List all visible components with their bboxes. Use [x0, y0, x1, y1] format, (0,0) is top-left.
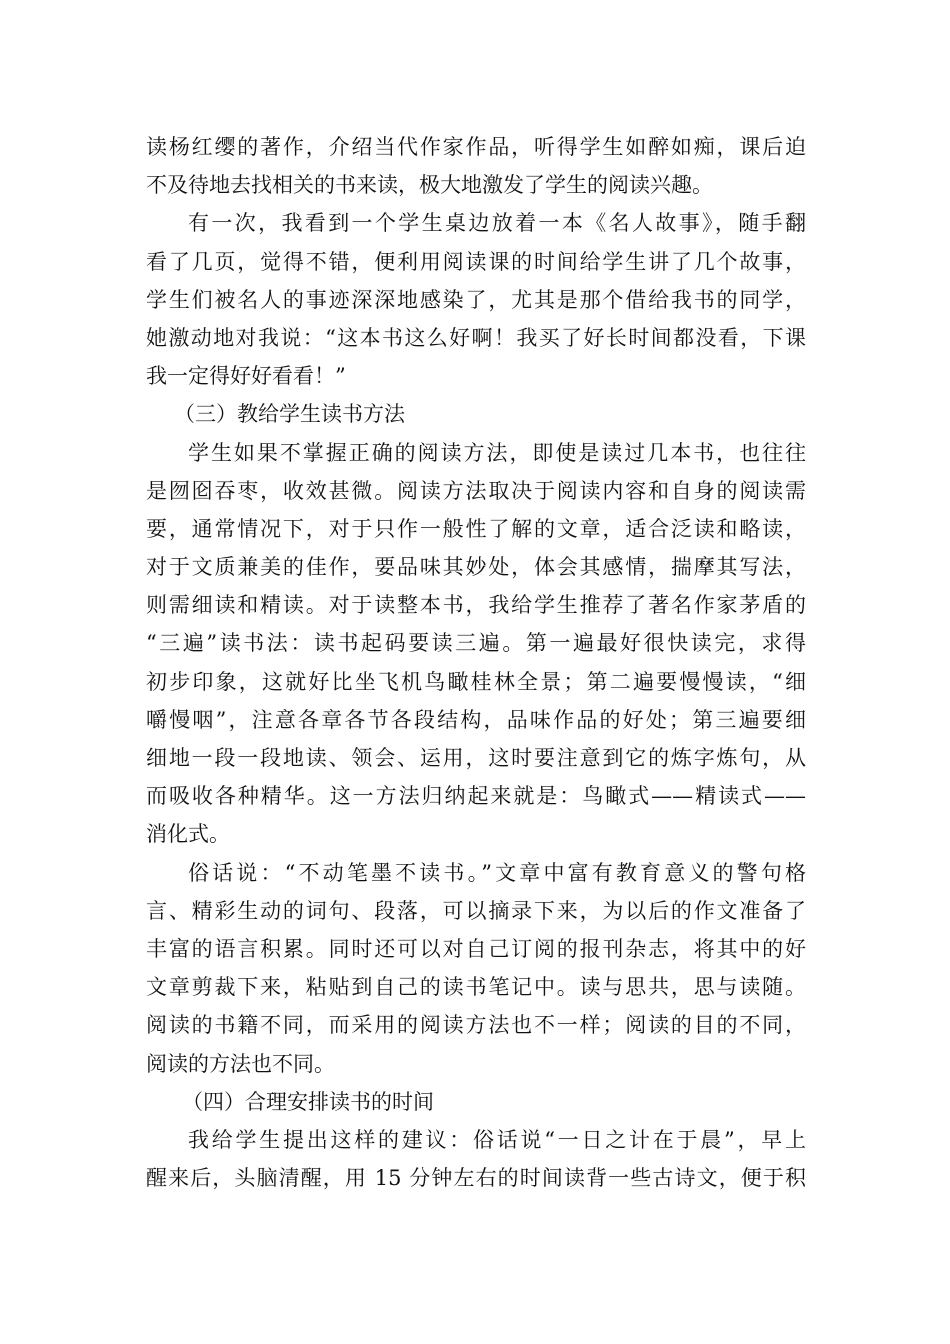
text-line: 而吸收各种精华。这一方法归纳起来就是：鸟瞰式——精读式—— [146, 784, 806, 809]
paragraph-start-line: 学生如果不掌握正确的阅读方法，即使是读过几本书，也往往 [188, 440, 806, 465]
text-line: 学生们被名人的事迹深深地感染了，尤其是那个借给我书的同学， [146, 287, 806, 312]
text-line: 对于文质兼美的佳作，要品味其妙处，体会其感情，揣摩其写法， [146, 555, 806, 580]
text-line: 阅读的方法也不同。 [146, 1051, 335, 1076]
section-heading: （四）合理安排读书的时间 [182, 1089, 434, 1114]
text-line: 读杨红缨的著作，介绍当代作家作品，听得学生如醉如痴，课后迫 [146, 135, 806, 159]
text-line: 我一定得好好看看！” [146, 364, 346, 389]
text-line: 嚼慢咽”，注意各章各节各段结构，品味作品的好处；第三遍要细 [146, 707, 806, 732]
text-line: 她激动地对我说：“这本书这么好啊！我买了好长时间都没看，下课 [146, 325, 806, 350]
text-line: 细地一段一段地读、领会、运用，这时要注意到它的炼字炼句，从 [146, 746, 806, 770]
text-line: 要，通常情况下，对于只作一般性了解的文章，适合泛读和略读， [146, 516, 806, 541]
paragraph-start-line: 有一次，我看到一个学生桌边放着一本《名人故事》，随手翻 [188, 211, 806, 236]
text-line: 醒来后，头脑清醒，用 15 分钟左右的时间读背一些古诗文，便于积 [146, 1166, 806, 1191]
text-line: “三遍”读书法：读书起码要读三遍。第一遍最好很快读完，求得 [146, 631, 806, 656]
section-heading: （三）教给学生读书方法 [174, 402, 405, 427]
text-line: 不及待地去找相关的书来读，极大地激发了学生的阅读兴趣。 [146, 173, 713, 198]
text-line: 丰富的语言积累。同时还可以对自己订阅的报刊杂志，将其中的好 [146, 936, 806, 961]
paragraph-start-line: 我给学生提出这样的建议：俗话说“一日之计在于晨”，早上 [188, 1127, 806, 1152]
text-line: 则需细读和精读。对于读整本书，我给学生推荐了著名作家茅盾的 [146, 593, 806, 618]
text-line: 初步印象，这就好比坐飞机鸟瞰桂林全景；第二遍要慢慢读，“细 [146, 669, 806, 694]
text-line: 阅读的书籍不同，而采用的阅读方法也不一样；阅读的目的不同， [146, 1013, 806, 1038]
paragraph-start-line: 俗话说：“不动笔墨不读书。”文章中富有教育意义的警句格 [188, 860, 806, 885]
text-line: 看了几页，觉得不错，便利用阅读课的时间给学生讲了几个故事， [146, 249, 806, 274]
text-line: 消化式。 [146, 822, 230, 847]
text-line: 是囫囵吞枣，收效甚微。阅读方法取决于阅读内容和自身的阅读需 [146, 478, 806, 503]
document-body [146, 128, 806, 1197]
text-line: 文章剪裁下来，粘贴到自己的读书笔记中。读与思共，思与读随。 [146, 975, 806, 1000]
text-line: 言、精彩生动的词句、段落，可以摘录下来，为以后的作文准备了 [146, 898, 806, 923]
